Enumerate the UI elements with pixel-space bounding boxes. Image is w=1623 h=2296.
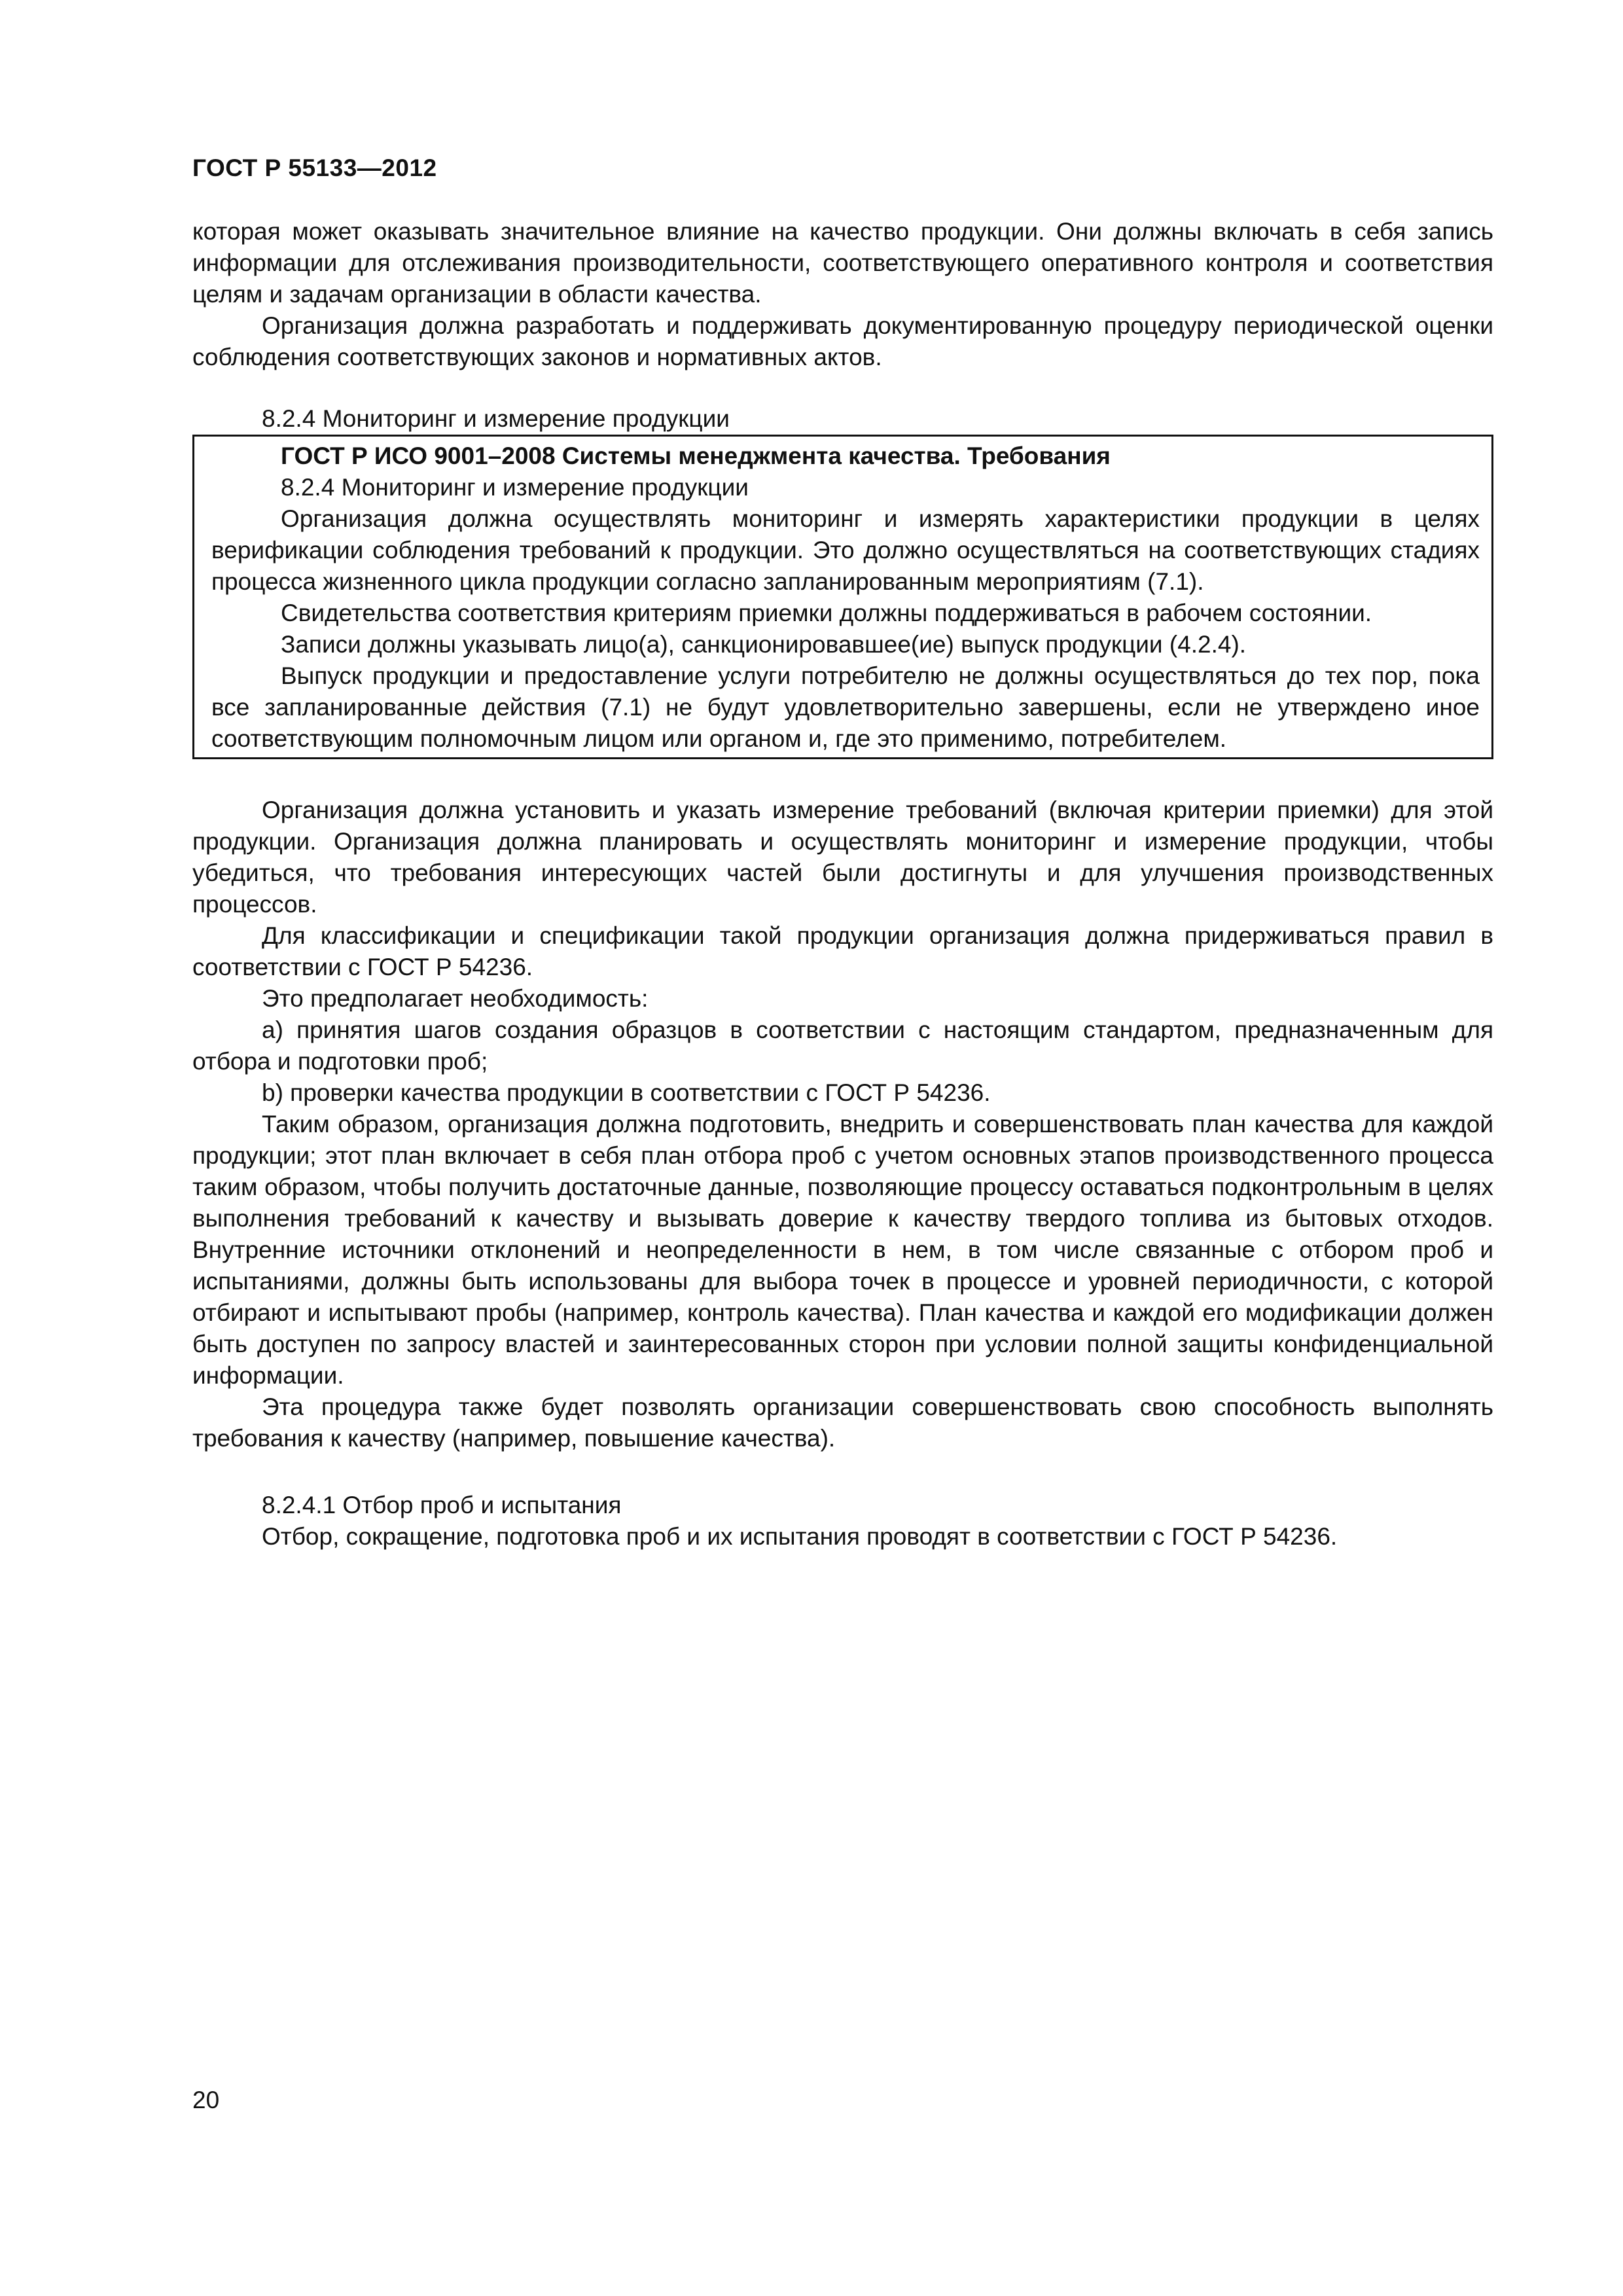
quote-paragraph: Записи должны указывать лицо(а), санкционировавшее(ие) выпуск продукции (4.2.4). — [281, 631, 1247, 658]
section-heading: 8.2.4 Мониторинг и измерение продукции — [262, 405, 730, 432]
page-number: 20 — [192, 2087, 220, 2113]
subsection-text: Отбор, сокращение, подготовка проб и их испытания проводят в соответствии с ГОСТ Р 54236. — [262, 1523, 1338, 1550]
body-paragraph: Эта процедура также будет позволять организации совершенствовать свою способность выполнять требования к качеству (например, повышение качества). — [192, 1393, 1493, 1452]
quote-paragraph: Свидетельства соответствия критериям приемки должны поддерживаться в рабочем состоянии. — [281, 600, 1372, 626]
body-paragraph: Организация должна установить и указать измерение требований (включая критерии приемки) для этой продукции. Организация должна планировать и осуществлять мониторинг и измерение продукции, чтобы убедиться, что требования интересующих частей были достигнуты и для улучшения производственных процессов. — [192, 797, 1493, 918]
list-item-b: b) проверки качества продукции в соответствии с ГОСТ Р 54236. — [262, 1079, 991, 1106]
quote-box-title: ГОСТ Р ИСО 9001–2008 Системы менеджмента качества. Требования — [281, 442, 1111, 469]
quote-paragraph: Выпуск продукции и предоставление услуги потребителю не должны осуществляться до тех пор, пока все запланированные действия (7.1) не будут удовлетворительно завершены, если не утверждено иное соответствующим полномочным лицом или органом и, где это применимо, потребителем. — [211, 662, 1480, 752]
document-body — [192, 216, 1493, 1552]
paragraph-procedure: Организация должна разработать и поддерживать документированную процедуру периодической оценки соблюдения соответствующих законов и нормативных актов. — [192, 312, 1493, 370]
paragraph-continuation: которая может оказывать значительное влияние на качество продукции. Они должны включать в себя запись информации для отслеживания производительности, соответствующего оперативного контроля и соответствия целям и задачам организации в области качества. — [192, 218, 1493, 308]
body-paragraph: Для классификации и спецификации такой продукции организация должна придерживаться правил в соответствии с ГОСТ Р 54236. — [192, 922, 1493, 980]
quote-paragraph: Организация должна осуществлять мониторинг и измерять характеристики продукции в целях верификации соблюдения требований к продукции. Это должно осуществляться на соответствующих стадиях процесса жизненного цикла продукции согласно запланированным мероприятиям (7.1). — [211, 505, 1480, 595]
body-paragraph: Таким образом, организация должна подготовить, внедрить и совершенствовать план качества для каждой продукции; этот план включает в себя план отбора проб с учетом основных этапов производственного процесса таким образом, чтобы получить достаточные данные, позволяющие процессу оставаться подконтрольным в целях выполнения требований к качеству и вызывать доверие к качеству твердого топлива из бытовых отходов. Внутренние источники отклонений и неопределенности в нем, в том числе связанные с отбором проб и испытаниями, должны быть использованы для выбора точек в процессе и уровней периодичности, с которой отбирают и испытывают пробы (например, контроль качества). План качества и каждой его модификации должен быть доступен по запросу властей и заинтересованных сторон при условии полной защиты конфиденциальной информации. — [192, 1111, 1493, 1389]
quote-box-subheading: 8.2.4 Мониторинг и измерение продукции — [281, 474, 749, 501]
list-item-a: а) принятия шагов создания образцов в соответствии с настоящим стандартом, предназначенным для отбора и подготовки проб; — [192, 1016, 1493, 1075]
body-paragraph: Это предполагает необходимость: — [262, 985, 649, 1012]
quoted-standard-box — [192, 435, 1493, 759]
subsection-heading: 8.2.4.1 Отбор проб и испытания — [262, 1492, 622, 1518]
standard-header: ГОСТ Р 55133—2012 — [192, 154, 437, 181]
